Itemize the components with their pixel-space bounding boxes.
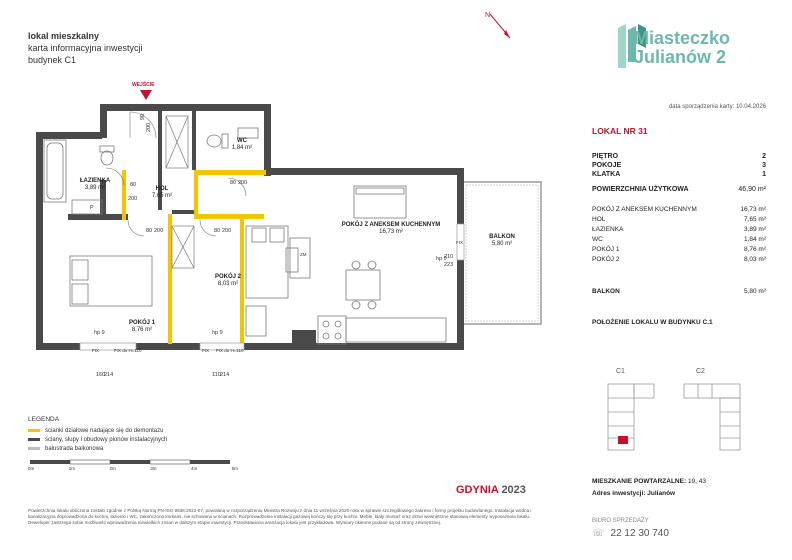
legend-title: LEGENDA [28,416,60,423]
room-row: WC 1,84 m² [592,236,766,243]
dim-label: 200 [154,228,164,234]
dim-door-entrance: 90 [140,113,146,120]
room-label-aneks: POKÓJ Z ANEKSEM KUCHENNYM 16,73 m² [341,222,441,235]
dim-label: hp 0 [436,256,447,262]
room-row: POKÓJ 2 8,03 m² [592,256,766,263]
room-label-hol: HOL 7,65 m² [151,186,173,199]
sales-label: BIURO SPRZEDAŻY [592,518,649,524]
dining-table [346,270,380,300]
dim-label: P [90,205,94,211]
dim-label: 80 [146,228,153,234]
scale-labels: 0m 1m 2m 3m 4m 5m [28,466,238,471]
info-row-pietro: PIĘTRO 2 [592,153,766,160]
phone-icon: ☏ [592,528,605,539]
footer-disclaimer: Powierzchnia lokalu obliczona zostało zgodnie z Polską Normą PN-ISO 9836:2022-07, powołaną w rozporządzeniu Ministra Rozwoju z dnia 11 września 2020 roku w sprawie szczegółowego zakresu i formy projektu budowlanego. Instalacja wodna i kanalizacyjna doprowadzona do kuchni, łazienki i WC, zakończona korkami, nie schowana w ścianach. Rozprowadzenie instalacji gazowej kończy się przy kuchni. Meble, biały montaż oraz drzwi wewnętrzne stanowią elementy wyposażenia lokalu. Deweloper zastrzega sobie możliwość wprowadzenia niewielkich zmian w dalszym etapie inwestycji. Przedstawiona aranżacja lokalu jest przykładowa. Wymiary okienne podane są od strony zewnętrznej. [28,508,532,525]
balcony-railing [463,182,541,324]
sofa [354,186,406,218]
info-row-balkon: BALKON 5,80 m² [592,288,766,295]
dim-label: FIX [456,240,464,245]
sink-wc [238,128,258,138]
header-title: lokal mieszkalny [28,31,100,41]
pillow [72,284,88,304]
position-title: POŁOŻENIE LOKALU W BUDYNKU C.1 [592,319,713,326]
room-row: POKÓJ Z ANEKSEM KUCHENNYM 16,73 m² [592,206,766,213]
room-row: ŁAZIENKA 3,89 m² [592,226,766,233]
dim-label: FIX [202,348,210,353]
dim-label: hp 9 [94,330,105,336]
dim-label: FIX do H=110 [114,348,142,353]
dim-label: 80 [214,228,221,234]
header-subtitle: karta informacyjna inwestycji [28,43,143,53]
adres: Adres inwestycji: Julianów [592,490,676,497]
room-label-lazienka: ŁAZIENKA 3,89 m² [79,178,111,191]
dim-label: 200 [222,228,232,234]
info-row-klatka: KLATKA 1 [592,171,766,178]
legend-item: balustrada balkonowa [28,444,167,453]
powtarzalne: MIESZKANIE POWTARZALNE: 19, 43 [592,478,707,485]
bed-1 [70,256,152,306]
dim-label: FIX do H=110 [216,348,244,353]
lokal-title: LOKAL NR 31 [592,126,648,136]
kitchen-stove [318,316,346,344]
room-row: POKÓJ 1 8,76 m² [592,246,766,253]
room-label-pokoj1: POKÓJ 1 8,76 m² [128,320,155,333]
legend-item: ściany, słupy i obudowy pionów instalacyjnych [28,435,167,444]
room-label-wc: WC 1,84 m² [231,138,253,151]
dim-label: FIX [92,348,100,353]
dim-label: 80 [130,182,137,188]
dim-label: 214 [220,372,230,378]
info-row-area: POWIERZCHNIA UŻYTKOWA 46,90 m² [592,186,766,193]
legend [28,416,167,453]
sales-phone[interactable]: 22 12 30 740 [610,528,669,539]
room-label-balkon: BALKON 5,80 m² [489,234,515,247]
city-badge [456,484,526,496]
info-row-pokoje: POKOJE 3 [592,162,766,169]
pillow [252,228,266,242]
dim-label: 160 [96,372,106,378]
brand-name-line1: Miasteczko [634,28,731,48]
toilet-bowl-1 [101,151,113,165]
dim-label: 200 [238,180,248,186]
pillow [270,228,284,242]
city-year: 2023 [501,484,526,496]
dim-label: 110 [212,372,221,378]
toilet-bowl-2 [207,135,221,147]
dim-label: 80 [230,180,237,186]
c2-label: C2 [696,368,705,375]
room-row: HOL 7,65 m² [592,216,766,223]
dim-label: 200 [146,122,152,132]
dim-label: 214 [104,372,114,378]
entrance-arrow-icon [140,90,152,100]
dim-label: 223 [444,262,454,268]
bathtub [44,140,66,202]
room-label-pokoj2: POKÓJ 2 8,03 m² [214,274,241,287]
entrance-label: WEJŚCIE [132,82,155,88]
dim-label: hp 9 [212,330,223,336]
brand-name-line2: Julianów 2 [634,47,727,67]
pillow [72,260,88,280]
dim-label: ZM [300,252,307,257]
legend-item: ścianki działowe nadające się do demontażu [28,426,167,435]
desk [246,306,266,336]
washing-machine [72,200,102,214]
date-label: data sporządzenia karty: 10.04.2026 [668,104,766,110]
dim-balcony-door: 210 [444,254,454,260]
c1-label: C1 [616,368,625,375]
dim-label: 200 [128,196,138,202]
svg-text:N: N [485,12,491,19]
scale-bar [30,460,230,464]
header-building: budynek C1 [28,55,77,65]
city-name: GDYNIA [456,484,499,496]
